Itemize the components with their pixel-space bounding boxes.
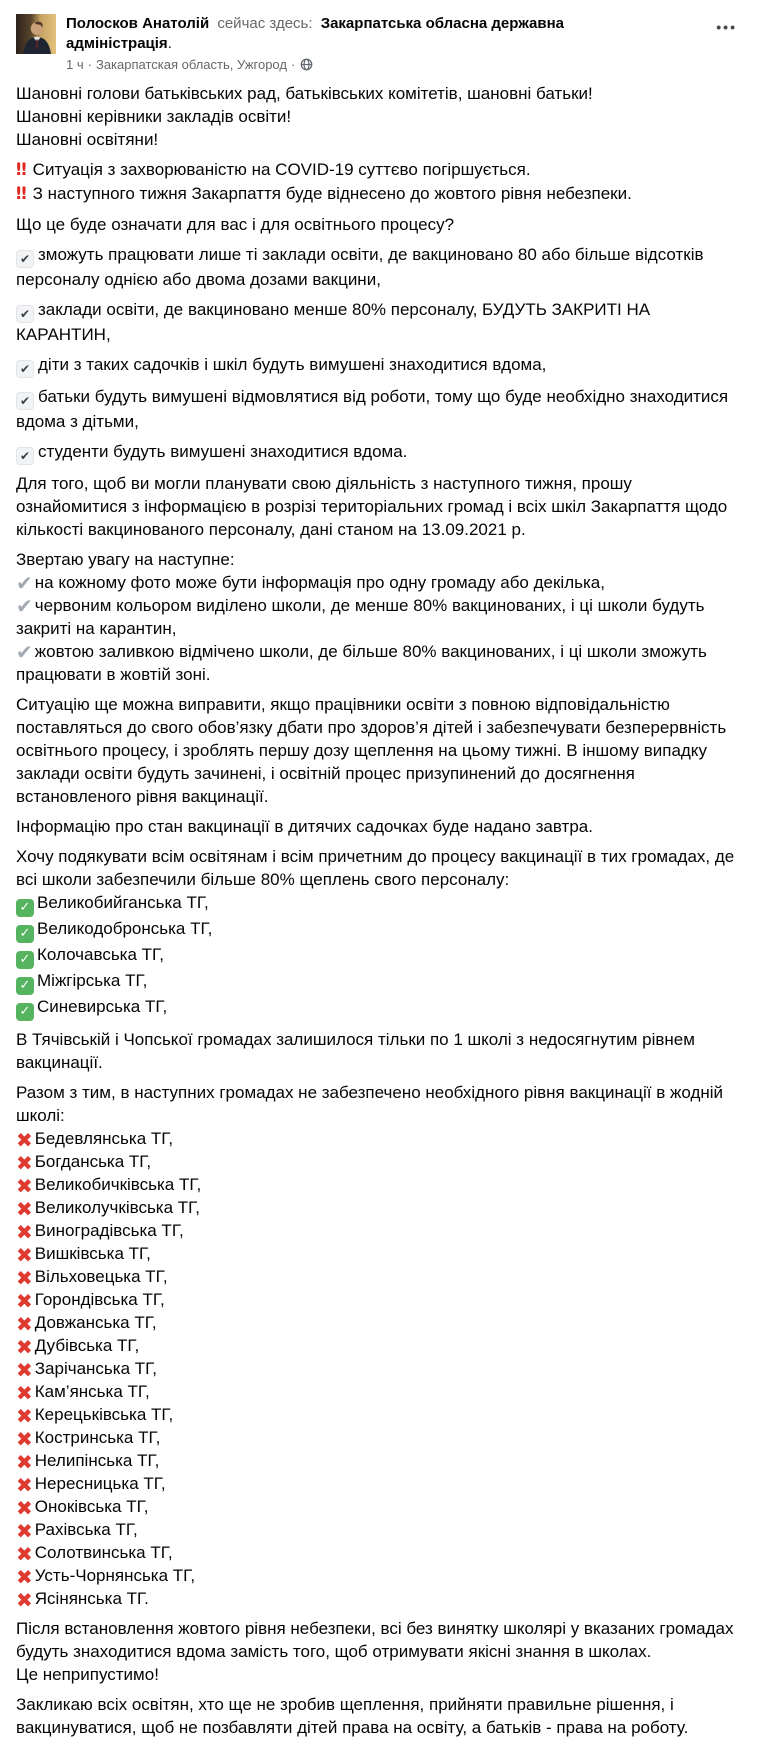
community-name: Кам’янська ТГ, bbox=[34, 1382, 150, 1401]
greeting-line: Шановні освітяни! bbox=[16, 130, 159, 149]
red-community-item bbox=[16, 1426, 743, 1449]
warning-text: Це неприпустимо! bbox=[16, 1665, 159, 1684]
red-cross-icon: ✖ bbox=[16, 1127, 33, 1152]
red-intro-text: Разом з тим, в наступних громадах не забезпечено необхідного рівня вакцинації в жодній школі: bbox=[16, 1083, 724, 1125]
red-cross-icon: ✖ bbox=[16, 1587, 33, 1612]
red-cross-icon: ✖ bbox=[16, 1541, 33, 1566]
consequence-item bbox=[16, 298, 743, 346]
green-community-item bbox=[16, 943, 743, 969]
alert-line bbox=[16, 182, 743, 206]
community-name: Дубівська ТГ, bbox=[34, 1336, 140, 1355]
meta-separator: · bbox=[87, 57, 92, 72]
red-community-item bbox=[16, 1449, 743, 1472]
red-community-item bbox=[16, 1380, 743, 1403]
community-name: Довжанська ТГ, bbox=[34, 1313, 157, 1332]
red-community-item bbox=[16, 1242, 743, 1265]
consequence-text: заклади освіти, де вакциновано менше 80% персоналу, БУДУТЬ ЗАКРИТІ НА КАРАНТИН, bbox=[16, 300, 651, 344]
green-community-item bbox=[16, 891, 743, 917]
consequence-text: діти з таких садочків і шкіл будуть вимушені знаходитися вдома, bbox=[38, 355, 547, 374]
double-exclamation-icon: ‼ bbox=[16, 184, 28, 204]
red-community-item bbox=[16, 1564, 743, 1587]
community-name: Нелипінська ТГ, bbox=[34, 1451, 160, 1470]
alert-text: З наступного тижня Закарпаття буде віднесено до жовтого рівня небезпеки. bbox=[32, 184, 632, 203]
post-content bbox=[0, 74, 759, 1739]
alert-paragraph bbox=[16, 158, 743, 206]
community-name: Нересницька ТГ, bbox=[34, 1474, 166, 1493]
greeting-line: Шановні керівники закладів освіти! bbox=[16, 107, 292, 126]
location-link[interactable]: Закарпатская область, Ужгород bbox=[95, 57, 287, 72]
checkin-connector: сейчас здесь: bbox=[217, 15, 313, 32]
thanks-text: Хочу подякувати всім освітянам і всім причетним до процесу вакцинації в тих громадах, де всі школи забезпечили більше 80% щеплень свого персоналу: bbox=[16, 847, 735, 889]
red-cross-icon: ✖ bbox=[16, 1334, 33, 1359]
consequence-item bbox=[16, 243, 743, 291]
note-item bbox=[16, 640, 743, 686]
post-header bbox=[0, 0, 759, 74]
community-name: Богданська ТГ, bbox=[34, 1152, 152, 1171]
red-community-item bbox=[16, 1334, 743, 1357]
author-name-link[interactable]: Полосков Анатолій bbox=[66, 15, 210, 32]
kindergarten-paragraph: Інформацію про стан вакцинації в дитячих садочках буде надано завтра. bbox=[16, 817, 593, 836]
community-name: Виноградівська ТГ, bbox=[34, 1221, 184, 1240]
community-name: Міжгірська ТГ, bbox=[37, 971, 148, 990]
consequence-item bbox=[16, 385, 743, 433]
check-mark-icon: ✔ bbox=[16, 250, 34, 268]
notes-heading: Звертаю увагу на наступне: bbox=[16, 550, 235, 569]
greeting-paragraph bbox=[16, 82, 743, 151]
consequence-item bbox=[16, 353, 743, 378]
red-cross-icon: ✖ bbox=[16, 1150, 33, 1175]
red-cross-icon: ✖ bbox=[16, 1449, 33, 1474]
community-name: Горондівська ТГ, bbox=[34, 1290, 165, 1309]
community-name: Вишківська ТГ, bbox=[34, 1244, 151, 1263]
check-mark-icon: ✔ bbox=[16, 305, 34, 323]
red-community-item bbox=[16, 1357, 743, 1380]
call-to-action-paragraph: Закликаю всіх освітян, хто ще не зробив щеплення, прийняти правильне рішення, і вакцинуватися, щоб не позбавляти дітей права на освіту, а батьків - права на роботу. bbox=[16, 1695, 689, 1737]
red-community-item bbox=[16, 1219, 743, 1242]
header-text bbox=[66, 14, 704, 72]
community-name: Зарічанська ТГ, bbox=[34, 1359, 158, 1378]
more-options-button[interactable]: ••• bbox=[716, 19, 737, 35]
red-community-item bbox=[16, 1127, 743, 1150]
red-cross-icon: ✖ bbox=[16, 1242, 33, 1267]
almost-paragraph: В Тячівській і Чопської громадах залишилося тільки по 1 школі з недосягнутим рівнем вакцинації. bbox=[16, 1030, 695, 1072]
privacy-globe-icon bbox=[300, 58, 313, 71]
warning-text: Після встановлення жовтого рівня небезпеки, всі без винятку школярі у вказаних громадах будуть знаходитися вдома замість того, щоб отримувати якісні знання в школах. bbox=[16, 1619, 734, 1661]
red-community-item bbox=[16, 1403, 743, 1426]
red-cross-icon: ✖ bbox=[16, 1380, 33, 1405]
red-cross-icon: ✖ bbox=[16, 1357, 33, 1382]
community-name: Колочавська ТГ, bbox=[37, 945, 164, 964]
fix-paragraph: Ситуацію ще можна виправити, якщо працівники освіти з повною відповідальністю поставляться до свого обов’язку дбати про здоров’я дітей і забезпечувати безперервність освітнього процесу, і зроблять першу дозу щеплення на цьому тижні. В іншому випадку заклади освіти будуть зачинені, і освітній процес призупинений до досягнення встановленого рівня вакцинації. bbox=[16, 695, 727, 806]
red-community-item bbox=[16, 1587, 743, 1610]
red-community-item bbox=[16, 1311, 743, 1334]
community-name: Солотвинська ТГ, bbox=[34, 1543, 173, 1562]
red-community-item bbox=[16, 1472, 743, 1495]
alert-text: Ситуація з захворюваністю на COVID-19 суттєво погіршується. bbox=[32, 160, 531, 179]
post-byline bbox=[66, 14, 641, 54]
red-cross-icon: ✖ bbox=[16, 1265, 33, 1290]
red-community-item bbox=[16, 1288, 743, 1311]
alert-line bbox=[16, 158, 743, 182]
red-community-item bbox=[16, 1518, 743, 1541]
community-name: Керецьківська ТГ, bbox=[34, 1405, 174, 1424]
community-name: Костринська ТГ, bbox=[34, 1428, 161, 1447]
red-cross-icon: ✖ bbox=[16, 1173, 33, 1198]
post-meta bbox=[66, 57, 704, 72]
byline-period: . bbox=[167, 35, 172, 52]
double-exclamation-icon: ‼ bbox=[16, 160, 28, 180]
red-community-item bbox=[16, 1541, 743, 1564]
green-check-icon: ✓ bbox=[16, 925, 34, 943]
plan-info-paragraph: Для того, щоб ви могли планувати свою діяльність з наступного тижня, прошу ознайомитися з інформацією в розрізі територіальних громад і всіх шкіл Закарпаття щодо кількості вакцинованого персоналу, дані станом на 13.09.2021 р. bbox=[16, 474, 728, 539]
place-link[interactable]: Закарпатська обласна державна адміністрація bbox=[66, 15, 565, 52]
check-mark-icon: ✔ bbox=[16, 360, 34, 378]
meta-separator: · bbox=[290, 57, 296, 72]
silver-check-icon: ✔ bbox=[16, 594, 33, 618]
consequence-text: батьки будуть вимушені відмовлятися від роботи, тому що буде необхідно знаходитися вдома з дітьми, bbox=[16, 387, 729, 431]
timestamp-link[interactable]: 1 ч bbox=[66, 57, 84, 72]
note-text: на кожному фото може бути інформація про одну громаду або декілька, bbox=[34, 573, 605, 592]
red-community-item bbox=[16, 1196, 743, 1219]
yellow-warning-paragraph bbox=[16, 1617, 743, 1686]
note-item bbox=[16, 594, 743, 640]
silver-check-icon: ✔ bbox=[16, 571, 33, 595]
community-name: Синевирська ТГ, bbox=[37, 997, 168, 1016]
thanks-paragraph bbox=[16, 845, 743, 1021]
community-name: Усть-Чорнянська ТГ, bbox=[34, 1566, 196, 1585]
community-name: Бедевлянська ТГ, bbox=[34, 1129, 174, 1148]
red-cross-icon: ✖ bbox=[16, 1518, 33, 1543]
green-check-icon: ✓ bbox=[16, 977, 34, 995]
consequence-text: зможуть працювати лише ті заклади освіти, де вакциновано 80 або більше відсотків персоналу однією або двома дозами вакцини, bbox=[16, 245, 704, 289]
red-cross-icon: ✖ bbox=[16, 1219, 33, 1244]
community-name: Ясінянська ТГ. bbox=[34, 1589, 149, 1608]
check-mark-icon: ✔ bbox=[16, 392, 34, 410]
red-cross-icon: ✖ bbox=[16, 1311, 33, 1336]
green-check-icon: ✓ bbox=[16, 899, 34, 917]
consequence-text: студенти будуть вимушені знаходитися вдома. bbox=[38, 442, 408, 461]
silver-check-icon: ✔ bbox=[16, 640, 33, 664]
red-cross-icon: ✖ bbox=[16, 1196, 33, 1221]
community-name: Рахівська ТГ, bbox=[34, 1520, 138, 1539]
community-name: Великолучківська ТГ, bbox=[34, 1198, 201, 1217]
red-cross-icon: ✖ bbox=[16, 1403, 33, 1428]
notes-paragraph bbox=[16, 548, 743, 686]
avatar[interactable] bbox=[16, 14, 56, 54]
note-text: жовтою заливкою відмічено школи, де більше 80% вакцинованих, і ці школи зможуть працювати в жовтій зоні. bbox=[16, 642, 707, 684]
community-name: Великобийганська ТГ, bbox=[37, 893, 209, 912]
red-community-item bbox=[16, 1265, 743, 1288]
community-name: Вільховецька ТГ, bbox=[34, 1267, 168, 1286]
community-name: Великобичківська ТГ, bbox=[34, 1175, 202, 1194]
question-paragraph: Що це буде означати для вас і для освітнього процесу? bbox=[16, 215, 455, 234]
red-cross-icon: ✖ bbox=[16, 1495, 33, 1520]
community-name: Оноківська ТГ, bbox=[34, 1497, 149, 1516]
red-community-item bbox=[16, 1495, 743, 1518]
note-text: червоним кольором виділено школи, де менше 80% вакцинованих, і ці школи будуть закриті на карантин, bbox=[16, 596, 705, 638]
greeting-line: Шановні голови батьківських рад, батьківських комітетів, шановні батьки! bbox=[16, 84, 593, 103]
green-community-item bbox=[16, 969, 743, 995]
red-community-item bbox=[16, 1173, 743, 1196]
note-item bbox=[16, 571, 743, 594]
red-list-paragraph bbox=[16, 1081, 743, 1610]
consequence-item bbox=[16, 440, 743, 465]
red-cross-icon: ✖ bbox=[16, 1426, 33, 1451]
community-name: Великодобронська ТГ, bbox=[37, 919, 213, 938]
red-community-item bbox=[16, 1150, 743, 1173]
red-cross-icon: ✖ bbox=[16, 1288, 33, 1313]
avatar-photo bbox=[16, 14, 56, 54]
red-cross-icon: ✖ bbox=[16, 1472, 33, 1497]
green-community-item bbox=[16, 995, 743, 1021]
green-community-item bbox=[16, 917, 743, 943]
check-mark-icon: ✔ bbox=[16, 447, 34, 465]
green-check-icon: ✓ bbox=[16, 1003, 34, 1021]
red-cross-icon: ✖ bbox=[16, 1564, 33, 1589]
green-check-icon: ✓ bbox=[16, 951, 34, 969]
